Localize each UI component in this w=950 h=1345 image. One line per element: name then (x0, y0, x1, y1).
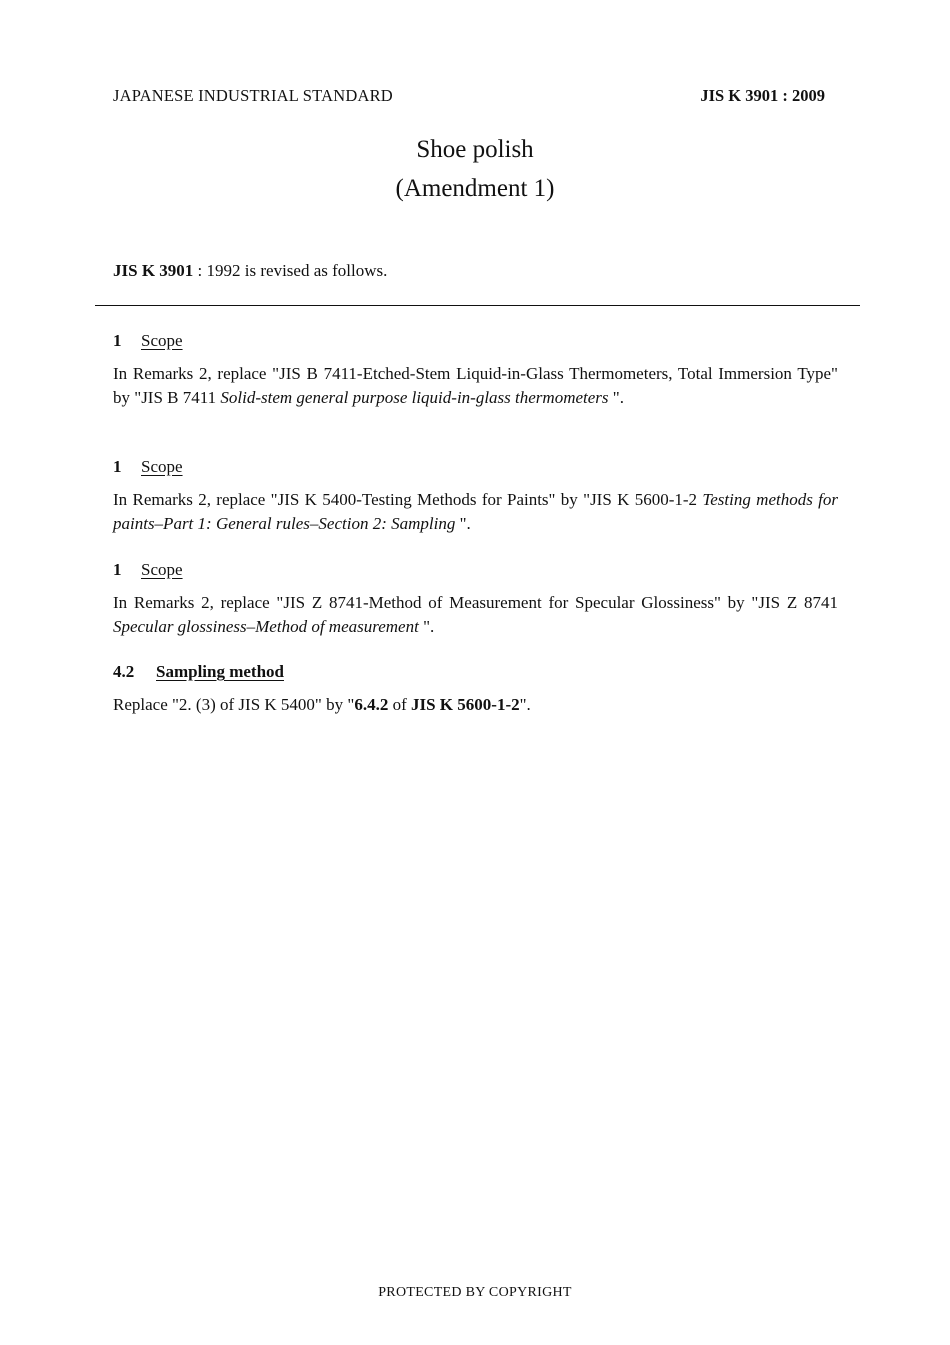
clause-reference: 6.4.2 (354, 695, 389, 714)
document-subtitle: (Amendment 1) (395, 175, 555, 202)
section-title: Scope (141, 331, 183, 350)
paragraph-text: Replace "2. (3) of JIS K 5400" by " (113, 695, 355, 714)
section-number: 1 (113, 457, 122, 476)
paragraph-text-end: ". (608, 388, 624, 407)
section-title: Scope (141, 560, 183, 579)
divider-rule (95, 305, 860, 306)
paragraph-text: In Remarks 2, replace "JIS Z 8741-Method of Measurement for Specular Glossiness" by "JIS Z 8741 (113, 593, 838, 612)
copyright-footer: PROTECTED BY COPYRIGHT (378, 1285, 572, 1300)
header-right: JIS K 3901 : 2009 (700, 86, 825, 105)
paragraph-italic: Testing methods for paints–Part 1: General rules–Section 2: Sampling (113, 490, 838, 533)
section-title: Sampling method (156, 662, 284, 681)
paragraph-italic: Specular glossiness–Method of measurement (113, 617, 419, 636)
paragraph-text-mid: of (388, 695, 411, 714)
intro-code: JIS K 3901 (113, 261, 194, 280)
intro-rest: : 1992 is revised as follows. (193, 261, 388, 280)
paragraph-text: In Remarks 2, replace "JIS K 5400-Testing Methods for Paints" by "JIS K 5600-1-2 (113, 490, 703, 509)
section-paragraph (113, 488, 838, 536)
section-paragraph (113, 591, 838, 639)
paragraph-text-end: ". (418, 617, 435, 636)
section-paragraph (113, 693, 838, 717)
section-heading (113, 662, 284, 682)
header-left: JAPANESE INDUSTRIAL STANDARD (113, 86, 393, 105)
section-heading (113, 560, 183, 580)
section-heading (113, 331, 183, 351)
paragraph-text-end: ". (519, 695, 531, 714)
section-number: 1 (113, 560, 122, 579)
intro-text (113, 261, 387, 281)
document-title: Shoe polish (416, 136, 534, 163)
section-paragraph (113, 362, 838, 410)
paragraph-text-end: ". (455, 514, 471, 533)
paragraph-italic: Solid-stem general purpose liquid-in-glass thermometers (220, 388, 609, 407)
section-number: 1 (113, 331, 122, 350)
section-heading (113, 457, 183, 477)
standard-reference: JIS K 5600-1-2 (410, 695, 520, 714)
section-number: 4.2 (113, 662, 135, 681)
section-title: Scope (141, 457, 183, 476)
paragraph-text: In Remarks 2, replace "JIS B 7411-Etched-Stem Liquid-in-Glass Thermometers, Total Immersion Type" by "JIS B 7411 (113, 364, 838, 407)
